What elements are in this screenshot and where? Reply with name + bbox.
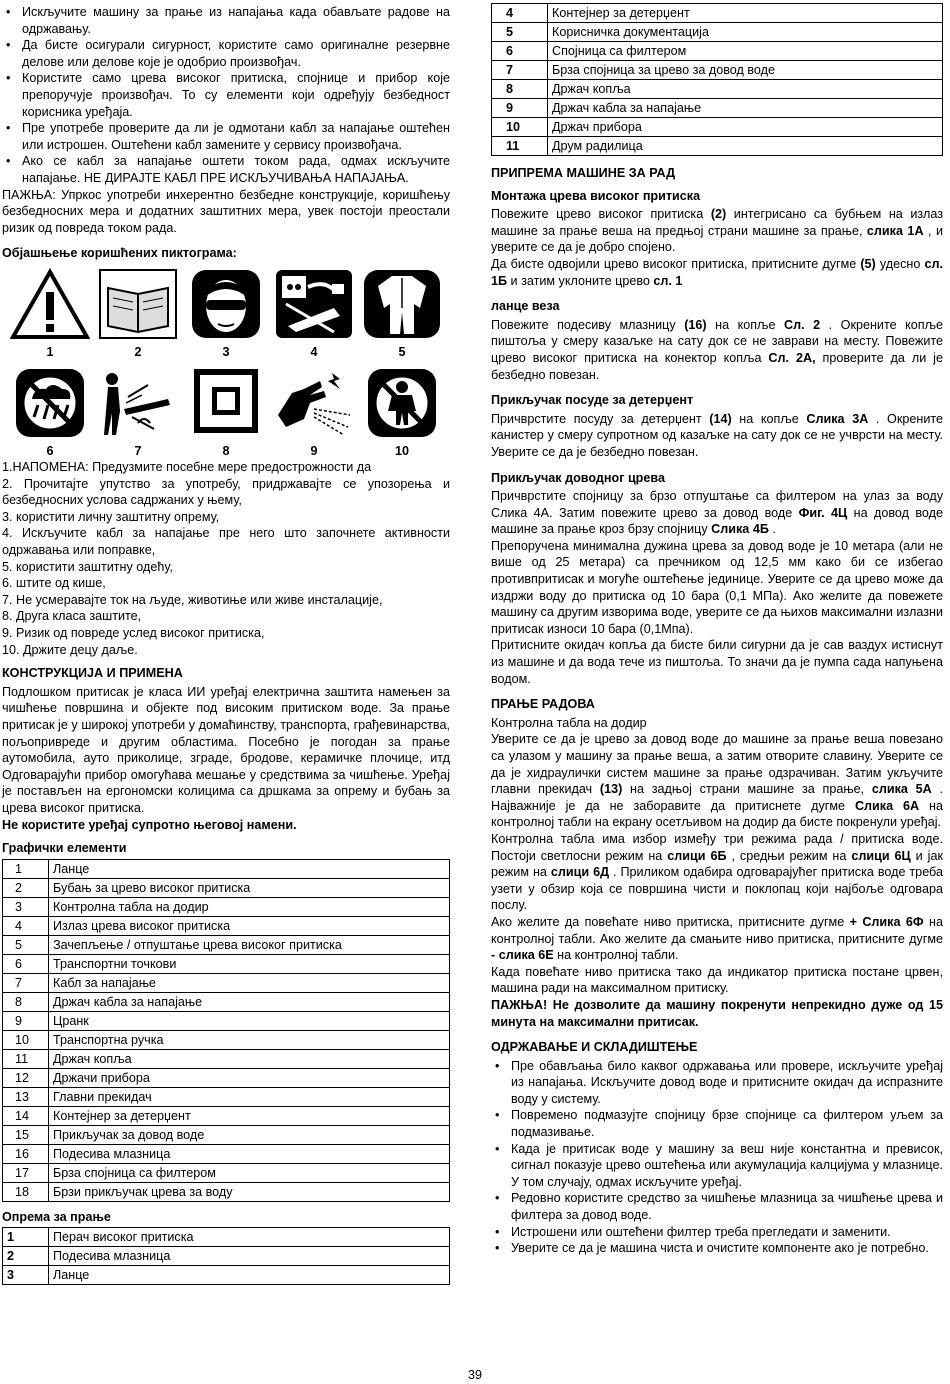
- lance-paragraph: Повежите подесиву млазницу (16) на копље Сл. 2 . Окрените копље пиштоља у смеру казаљке на сату док се не заврави на месту. Повежите црево високог притиска на конектор копља Сл. 2А, проверите да ли је безбедно повезан.: [491, 317, 943, 382]
- table-cell: 5: [3, 935, 49, 954]
- table-row: [3, 1106, 450, 1125]
- washing-paragraph-4: Када повећате ниво притиска тако да индикатор притиска постане црвен, машина ради на максималном притиску.: [491, 964, 943, 996]
- list-item: 8. Друга класа заштите,: [2, 609, 142, 624]
- left-column: [2, 4, 450, 1285]
- washing-warning: ПАЖЊА! Не дозволите да машину покренути непрекидно дуже од 15 минута на максимални притисак.: [491, 997, 943, 1029]
- table-cell: 7: [492, 61, 548, 80]
- table-cell: Брза спојница са филтером: [49, 1163, 450, 1182]
- list-item: • Редовно користите средство за чишћење млазница за чишћење црева и филтера за довод воде.: [491, 1190, 943, 1223]
- table-cell: Спојница са филтером: [548, 42, 943, 61]
- table-cell: Држач копља: [548, 80, 943, 99]
- list-item: • Пре обављања било каквог одржавања или провере, искључите уређај из напајања. Искључите довод воде и притисните окидач да испразните воду у систему.: [491, 1058, 943, 1108]
- pictogram-item: [270, 268, 358, 367]
- table-cell: 2: [3, 878, 49, 897]
- table-cell: 8: [492, 80, 548, 99]
- table-cell: Ланце: [49, 859, 450, 878]
- graphics-table: [2, 859, 450, 1202]
- table-row: [3, 1011, 450, 1030]
- table-cell: 5: [492, 23, 548, 42]
- hose-paragraph-1: Повежите црево високог притиска (2) интегрисано са бубњем на излаз машине за прање веша на предњој страни машине за прање, слика 1А , и уверите се да је добро спојено.: [491, 207, 944, 255]
- table-cell: Контејнер за детерџент: [49, 1106, 450, 1125]
- warning-triangle-icon: [10, 268, 90, 340]
- list-item: • Истрошени или оштећени филтер треба прегледати и заменити.: [491, 1224, 943, 1241]
- class-ii-double-square-icon: [186, 367, 266, 439]
- pictogram-item: [182, 268, 270, 367]
- table-row: [3, 973, 450, 992]
- table-row: [3, 916, 450, 935]
- table-row: [492, 42, 943, 61]
- supply-paragraph-2: Препоручена минимална дужина црева за довод воде је 10 метара (али не више од 25 метара) са пречником од 12,5 мм како би се избегао противпритисак и могуће оштећење јединице. Уверите се да црево може да издржи воду до притиска од 10 бара (0,1 МПа). Ако желите да повежете машину са другим изворима воде, уверите се да њихов максимални излазни притисак износи 10 бара (0,1Мпа).: [491, 538, 943, 636]
- table-row: [3, 992, 450, 1011]
- pictogram-notes: [2, 459, 450, 658]
- pictogram-grid: [6, 268, 450, 465]
- list-item: • Повремено подмазујте спојницу брзе спојнице са филтером уљем за подмазивање.: [491, 1107, 943, 1140]
- table-row: [492, 4, 943, 23]
- table-cell: Цранк: [49, 1011, 450, 1030]
- table-row: [3, 1125, 450, 1144]
- list-item: • Уверите се да је машина чиста и очистите компоненте ако је потребно.: [491, 1240, 943, 1257]
- list-item: • Искључите машину за прање из напајања када обављате радове на одржавању.: [2, 4, 450, 37]
- table-cell: Прикључак за довод воде: [49, 1125, 450, 1144]
- keep-children-away-icon: [362, 367, 442, 439]
- detergent-paragraph: Причврстите посуду за детерџент (14) на копље Слика 3А . Окрените канистер у смеру супротном од казаљке на сату док се не учврсти на месту. Уверите се да је безбедно повезан.: [491, 411, 943, 459]
- pictogram-number: 9: [310, 443, 318, 458]
- pictogram-number: 6: [46, 443, 54, 458]
- pictogram-item: [358, 268, 446, 367]
- list-item: • Да бисте осигурали сигурност, користите само оригиналне резервне делове или делове које је одобрио произвођач.: [2, 37, 450, 70]
- list-item: • Пре употребе проверите да ли је одмотани кабл за напајање оштећен или истрошен. Оштећени кабл замените у сервису произвођача.: [2, 120, 450, 153]
- washing-subheading: Контролна табла на додир: [491, 715, 647, 730]
- pictogram-number: 8: [222, 443, 230, 458]
- table-cell: Кабл за напајање: [49, 973, 450, 992]
- list-item: 5. користити заштитну одећу,: [2, 559, 173, 574]
- list-item: 7. Не усмеравајте ток на људе, животиње или живе инсталације,: [2, 592, 383, 607]
- table-cell: Држач кабла за напајање: [548, 99, 943, 118]
- table-cell: Излаз црева високог притиска: [49, 916, 450, 935]
- table-cell: 12: [3, 1068, 49, 1087]
- table-row: [3, 1182, 450, 1201]
- construction-paragraph: Подлошком притисак је класа ИИ уређај електрична заштита намењен за чишћење површина и објекте под високим притиском воде. За прање притисак је у широкој употреби у домаћинству, транспорта, грађевинарства, пољопривреде и другим областима. Посебно је погодан за прање аутомобила, ауто приколице, зграде, бродове, керамичке плочице, итд Одговарајући прибор омогућава мешање у средствима за чишћење. Уређај је постављен на ергономски колицима са дршкама за опрему и бубањ за црева високог притиска.: [2, 684, 450, 815]
- table-cell: Подесива млазница: [49, 1247, 450, 1266]
- list-item: 9. Ризик од повреде услед високог притиска,: [2, 626, 265, 641]
- list-item: 10. Држите децу даље.: [2, 642, 138, 657]
- table-cell: 16: [3, 1144, 49, 1163]
- table-cell: 1: [3, 1228, 49, 1247]
- table-row: [492, 80, 943, 99]
- table-cell: Подесива млазница: [49, 1144, 450, 1163]
- page-number: 39: [467, 1368, 482, 1382]
- table-cell: Држач кабла за напајање: [49, 992, 450, 1011]
- maintenance-bullet-list: [491, 1058, 943, 1257]
- safety-bullet-list: [2, 4, 450, 187]
- table-cell: 13: [3, 1087, 49, 1106]
- pictogram-number: 3: [222, 344, 230, 359]
- table-row: [492, 99, 943, 118]
- pictograms-heading: Објашњење коришћених пиктограма:: [2, 246, 237, 261]
- table-cell: 3: [3, 1266, 49, 1285]
- pictogram-number: 5: [398, 344, 406, 359]
- table-row: [492, 23, 943, 42]
- graphics-heading: Графички елементи: [2, 841, 127, 856]
- hose-paragraph-2: Да бисте одвојили црево високог притиска, притисните дугме (5) удесно сл. 1Б и затим уклоните црево сл. 1: [491, 256, 943, 288]
- hose-heading: Монтажа црева високог притиска: [491, 188, 701, 203]
- list-item: 1.НАПОМЕНА: Предузмите посебне мере предострожности да: [2, 460, 372, 475]
- washing-paragraph-2: Контролна табла има избор између три режима рада / притиска воде. Постоји светлосни режим на слици 6Б , средњи режим на слици 6Ц и јак режим на слици 6Д . Приликом одабира одговарајућег притиска воде треба узети у обзир која се површина чисти и поклопац који најбоље одговара послу.: [491, 831, 943, 913]
- table-cell: Држач прибора: [548, 118, 943, 137]
- table-cell: Корисничка документација: [548, 23, 943, 42]
- table-row: [3, 1247, 450, 1266]
- table-row: [3, 1266, 450, 1285]
- prep-heading: ПРИПРЕМА МАШИНЕ ЗА РАД: [491, 166, 676, 180]
- table-cell: Држачи прибора: [49, 1068, 450, 1087]
- table-row: [492, 61, 943, 80]
- table-cell: Брза спојница за црево за довод воде: [548, 61, 943, 80]
- washing-heading: ПРАЊЕ РАДОВА: [491, 697, 595, 712]
- table-cell: Бубањ за црево високог притиска: [49, 878, 450, 897]
- pictogram-item: [6, 367, 94, 466]
- equipment-table-continued: [491, 3, 943, 156]
- equipment-table: [2, 1227, 450, 1285]
- lance-heading: ланце веза: [491, 299, 560, 314]
- table-row: [492, 137, 943, 156]
- table-cell: 14: [3, 1106, 49, 1125]
- pictogram-item: [94, 367, 182, 466]
- caution-paragraph: ПАЖЊА: Упркос употреби инхерентно безбедне конструкције, коришћењу безбедносних мера и додатних заштитних мера, увек постоји преостали ризик од повреда током рада.: [2, 187, 450, 235]
- maintenance-heading: ОДРЖАВАЊЕ И СКЛАДИШТЕЊЕ: [491, 1040, 698, 1055]
- table-cell: Држач копља: [49, 1049, 450, 1068]
- table-cell: Зачепљење / отпуштање црева високог притиска: [49, 935, 450, 954]
- table-cell: Ланце: [49, 1266, 450, 1285]
- no-spraying-people-icon: [98, 367, 178, 439]
- pictogram-number: 7: [134, 443, 142, 458]
- manual-book-icon: [98, 268, 178, 340]
- high-pressure-injury-icon: [274, 367, 354, 439]
- table-cell: 7: [3, 973, 49, 992]
- table-cell: Брзи прикључак црева за воду: [49, 1182, 450, 1201]
- table-cell: Транспортна ручка: [49, 1030, 450, 1049]
- table-cell: 4: [492, 4, 548, 23]
- list-item: • Када је притисак воде у машину за веш није константна и превисок, сигнал показује црево оштећења или акумулација калцијума у млазнице. У том случају, одмах искључите уређај.: [491, 1141, 943, 1191]
- table-cell: 9: [492, 99, 548, 118]
- right-column: [491, 3, 943, 1257]
- pictogram-number: 1: [46, 344, 54, 359]
- unplug-before-maintenance-icon: [274, 268, 354, 340]
- table-row: [3, 935, 450, 954]
- table-row: [3, 878, 450, 897]
- construction-warning: Не користите уређај супротно његовој намени.: [2, 817, 297, 832]
- supply-hose-heading: Прикључак доводног црева: [491, 470, 665, 485]
- table-row: [3, 954, 450, 973]
- washing-paragraph-3: Ако желите да повећате ниво притиска, притисните дугме + Слика 6Ф на контролној табли. Ако желите да смањите ниво притиска, притисните дугме - слика 6Е на контролној табли.: [491, 914, 943, 963]
- pictogram-item: [270, 367, 358, 466]
- table-cell: 10: [492, 118, 548, 137]
- pictogram-number: 2: [134, 344, 142, 359]
- table-cell: 6: [492, 42, 548, 61]
- protective-clothing-icon: [362, 268, 442, 340]
- list-item: • Ако се кабл за напајање оштети током рада, одмах искључите напајање. НЕ ДИРАЈТЕ КАБЛ ПРЕ ИСКЉУЧИВАЊА НАПАЈАЊА.: [2, 153, 450, 186]
- washing-paragraph-1: Уверите се да је црево за довод воде до машине за прање веша повезано са улазом у машину за прање веша, а затим отворите славину. Уверите се да је хидраулички систем машине за прање одзрачиван. Затим укључите главни прекидач (13) на задњој страни машине за прање, слика 5А . Најважније је да не заборавите да притиснете дугме Слика 6А на контролној табли на екрану осетљивом на додир да бисте покренули уређај.: [491, 732, 944, 830]
- table-row: [3, 1228, 450, 1247]
- table-cell: Друм радилица: [548, 137, 943, 156]
- table-row: [3, 1030, 450, 1049]
- table-cell: 10: [3, 1030, 49, 1049]
- table-cell: 9: [3, 1011, 49, 1030]
- table-row: [3, 1068, 450, 1087]
- pictogram-item: [358, 367, 446, 466]
- table-cell: 2: [3, 1247, 49, 1266]
- table-cell: 6: [3, 954, 49, 973]
- table-row: [492, 118, 943, 137]
- table-cell: 11: [3, 1049, 49, 1068]
- protect-from-rain-icon: [10, 367, 90, 439]
- table-cell: Перач високог притиска: [49, 1228, 450, 1247]
- table-cell: Транспортни точкови: [49, 954, 450, 973]
- table-cell: 11: [492, 137, 548, 156]
- list-item: 6. штите од кише,: [2, 576, 106, 591]
- table-row: [3, 897, 450, 916]
- pictogram-number: 4: [310, 344, 318, 359]
- table-cell: 17: [3, 1163, 49, 1182]
- table-cell: 18: [3, 1182, 49, 1201]
- table-cell: Главни прекидач: [49, 1087, 450, 1106]
- table-row: [3, 1087, 450, 1106]
- pictogram-item: [182, 367, 270, 466]
- table-cell: Контејнер за детерџент: [548, 4, 943, 23]
- equipment-heading: Опрема за прање: [2, 1209, 111, 1224]
- detergent-heading: Прикључак посуде за детерџент: [491, 393, 694, 408]
- supply-paragraph-3: Притисните окидач копља да бисте били сигурни да је сав ваздух истиснут из машине и да вода тече из пиштоља. То значи да је пумпа сада напуњена водом.: [491, 638, 943, 686]
- table-row: [3, 1049, 450, 1068]
- table-row: [3, 859, 450, 878]
- table-cell: 4: [3, 916, 49, 935]
- table-row: [3, 1163, 450, 1182]
- table-cell: 15: [3, 1125, 49, 1144]
- table-cell: Контролна табла на додир: [49, 897, 450, 916]
- table-cell: 1: [3, 859, 49, 878]
- list-item: • Користите само црева високог притиска, спојнице и прибор које препоручује произвођач. То су елементи који одређују безбедност корисника уређаја.: [2, 70, 450, 120]
- supply-paragraph-1: Причврстите спојницу за брзо отпуштање са филтером на улаз за воду Слика 4А. Затим повежите црево за довод воде Фиг. 4Ц на довод воде машине за прање кроз брзу спојницу Слика 4Б .: [491, 489, 943, 537]
- table-row: [3, 1144, 450, 1163]
- pictogram-item: [94, 268, 182, 367]
- pictogram-number: 10: [394, 443, 409, 458]
- list-item: 3. користити личну заштитну опрему,: [2, 509, 220, 524]
- face-protection-icon: [186, 268, 266, 340]
- list-item: 4. Искључите кабл за напајање пре него што започнете активности одржавања или поправке,: [2, 526, 450, 558]
- table-cell: 8: [3, 992, 49, 1011]
- table-cell: 3: [3, 897, 49, 916]
- list-item: 2. Прочитајте упутство за употребу, придржавајте се упозорења и безбедносних услова садржаних у њему,: [2, 476, 450, 508]
- pictogram-item: [6, 268, 94, 367]
- construction-heading: КОНСТРУКЦИЈА И ПРИМЕНА: [2, 666, 183, 681]
